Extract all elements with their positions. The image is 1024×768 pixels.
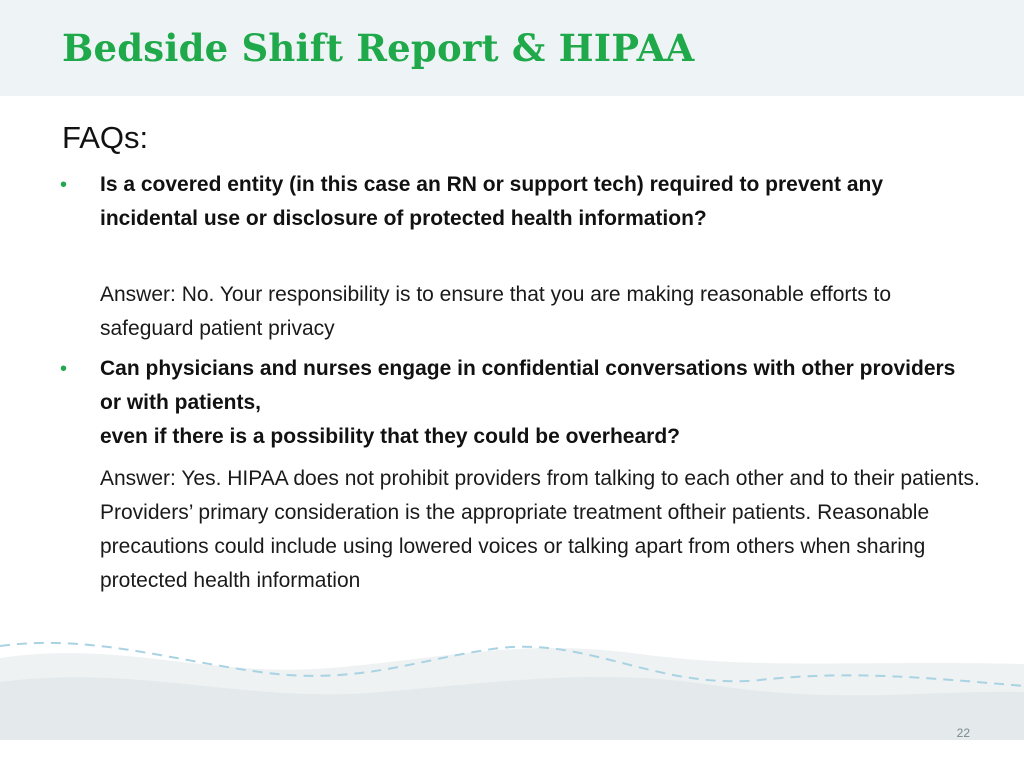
bullet-icon: • [60,174,68,196]
faq-question-line: even if there is a possibility that they could be overheard? [100,425,680,448]
faq-heading: FAQs: [62,120,149,155]
faq-question-line: Can physicians and nurses engage in confidential conversations with other providers or with patients, [100,357,956,414]
slide-title: Bedside Shift Report & HIPAA [62,26,695,70]
bullet-icon: • [60,358,68,380]
faq-answer: Answer: Yes. HIPAA does not prohibit providers from talking to each other and to their patients. Providers’ primary consideration is the appropriate treatment oftheir patients. Reasonable precautions could include using lowered voices or talking apart from others when sharing protected health information [100,467,980,592]
faq-answer: Answer: No. Your responsibility is to ensure that you are making reasonable efforts to safeguard patient privacy [100,283,892,340]
page-number: 22 [956,726,970,740]
decorative-waves [0,620,1024,740]
faq-question: Is a covered entity (in this case an RN or support tech) required to prevent any incidental use or disclosure of protected health information? [100,173,884,230]
faq-question [100,352,960,454]
